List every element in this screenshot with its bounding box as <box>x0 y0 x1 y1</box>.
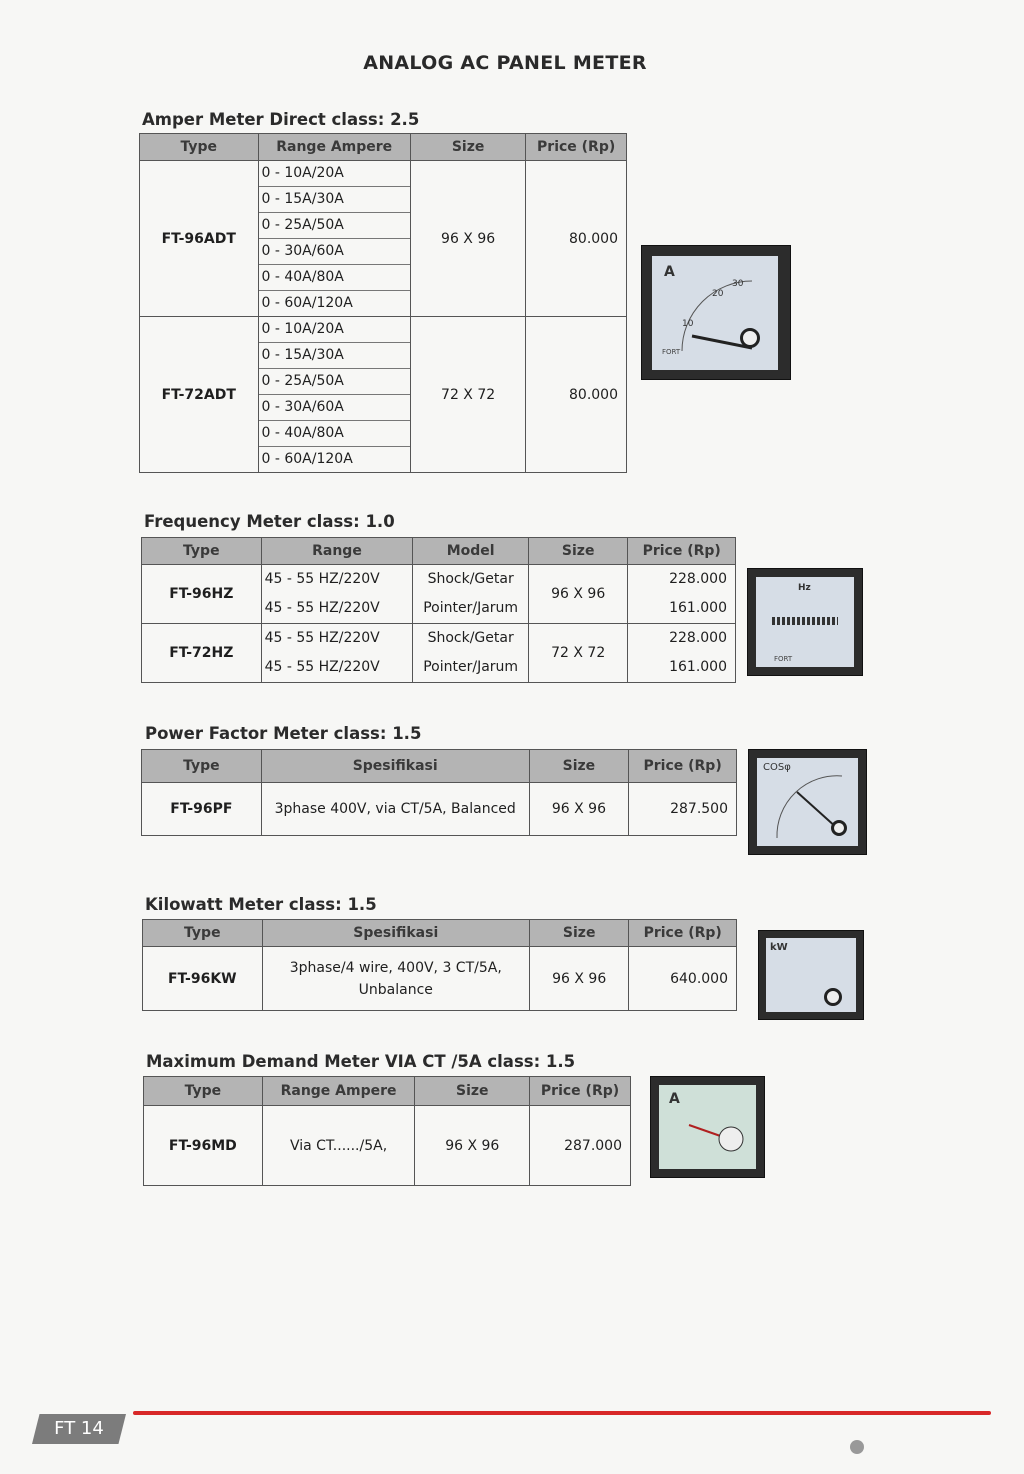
col-size: Size <box>410 134 525 161</box>
col-type: Type <box>140 134 259 161</box>
powerfactor-heading: Power Factor Meter class: 1.5 <box>145 724 422 743</box>
range-item: 0 - 60A/120A <box>261 451 353 467</box>
brand-label: FORT <box>774 655 793 663</box>
range-item: 45 - 55 HZ/220V <box>264 630 380 646</box>
meter-unit-label: Hz <box>798 583 811 593</box>
powerfactor-table <box>141 749 737 836</box>
range-item: 0 - 25A/50A <box>259 213 410 239</box>
col-size: Size <box>415 1077 530 1106</box>
col-size: Size <box>529 750 629 783</box>
amper-meter-image <box>641 245 791 380</box>
knob-icon <box>740 328 760 348</box>
range-list <box>258 161 410 317</box>
price-item: 228.000 <box>669 630 727 646</box>
range-item: 0 - 10A/20A <box>259 317 410 343</box>
table-row <box>140 317 627 473</box>
frequency-heading: Frequency Meter class: 1.0 <box>144 512 395 531</box>
size-cell: 72 X 72 <box>410 317 525 473</box>
range-item: 0 - 25A/50A <box>259 369 410 395</box>
model-item: Shock/Getar <box>427 630 514 646</box>
price-cell: 640.000 <box>629 947 737 1011</box>
col-spec: Spesifikasi <box>261 750 529 783</box>
col-model: Model <box>413 538 529 565</box>
range-item: 0 - 15A/30A <box>259 187 410 213</box>
meter-face <box>652 256 778 370</box>
model-item: Pointer/Jarum <box>423 659 519 675</box>
frequency-table <box>141 537 736 683</box>
meter-unit-label: COSφ <box>763 762 791 773</box>
spec-line: Unbalance <box>358 981 433 998</box>
kilowatt-table <box>142 919 737 1011</box>
kilowatt-meter-image <box>758 930 864 1020</box>
price-cell: 287.000 <box>530 1106 631 1186</box>
col-price: Price (Rp) <box>629 750 737 783</box>
svg-text:30: 30 <box>732 279 744 289</box>
footer-rule <box>133 1411 991 1415</box>
price-item: 228.000 <box>669 571 727 587</box>
amper-table <box>139 133 627 473</box>
type-cell: FT-96ADT <box>140 161 259 317</box>
model-cell <box>413 624 529 683</box>
range-item: 0 - 40A/80A <box>259 421 410 447</box>
table-row <box>143 947 737 1011</box>
col-size: Size <box>529 920 629 947</box>
table-row <box>142 783 737 836</box>
spec-cell: 3phase 400V, via CT/5A, Balanced <box>261 783 529 836</box>
powerfactor-meter-image <box>748 749 867 855</box>
col-range: Range Ampere <box>262 1077 415 1106</box>
col-type: Type <box>144 1077 263 1106</box>
size-cell: 72 X 72 <box>528 624 628 683</box>
col-spec: Spesifikasi <box>262 920 529 947</box>
type-cell: FT-96MD <box>144 1106 263 1186</box>
range-item: 0 - 10A/20A <box>259 161 410 187</box>
amper-heading: Amper Meter Direct class: 2.5 <box>142 110 420 129</box>
col-type: Type <box>142 750 262 783</box>
brand-label: FORT <box>662 348 681 356</box>
range-cell: Via CT....../5A, <box>262 1106 415 1186</box>
size-cell: 96 X 96 <box>410 161 525 317</box>
range-item: 45 - 55 HZ/220V <box>264 659 380 675</box>
col-type: Type <box>142 538 262 565</box>
table-row <box>142 624 736 683</box>
range-item: 45 - 55 HZ/220V <box>264 571 380 587</box>
price-cell: 80.000 <box>526 161 627 317</box>
size-cell: 96 X 96 <box>415 1106 530 1186</box>
maxdemand-table <box>143 1076 631 1186</box>
table-row <box>142 565 736 624</box>
maxdemand-meter-image <box>650 1076 765 1178</box>
page-title: ANALOG AC PANEL METER <box>363 52 647 74</box>
meter-face <box>757 758 858 846</box>
page-number: FT 14 <box>54 1418 104 1439</box>
type-cell: FT-72ADT <box>140 317 259 473</box>
col-range: Range Ampere <box>258 134 410 161</box>
col-price: Price (Rp) <box>530 1077 631 1106</box>
range-item: 0 - 60A/120A <box>261 295 353 311</box>
table-row <box>140 161 627 317</box>
size-cell: 96 X 96 <box>529 783 629 836</box>
meter-face <box>766 938 856 1012</box>
price-cell <box>628 565 736 624</box>
spec-line: 3phase/4 wire, 400V, 3 CT/5A, <box>289 959 502 976</box>
size-cell: 96 X 96 <box>528 565 628 624</box>
price-cell <box>628 624 736 683</box>
range-item: 0 - 15A/30A <box>259 343 410 369</box>
meter-face <box>659 1085 756 1169</box>
col-price: Price (Rp) <box>628 538 736 565</box>
col-size: Size <box>528 538 628 565</box>
price-item: 161.000 <box>669 659 727 675</box>
price-cell: 287.500 <box>629 783 737 836</box>
knob-icon <box>831 820 847 836</box>
meter-unit-label: A <box>669 1091 680 1107</box>
knob-icon <box>824 988 842 1006</box>
col-price: Price (Rp) <box>526 134 627 161</box>
model-cell <box>413 565 529 624</box>
meter-face <box>756 577 854 667</box>
range-item: 0 - 30A/60A <box>259 395 410 421</box>
smudge-mark <box>850 1440 864 1454</box>
frequency-meter-image <box>747 568 863 676</box>
meter-unit-label: A <box>664 264 675 280</box>
spec-cell <box>262 947 529 1011</box>
type-cell: FT-96KW <box>143 947 263 1011</box>
range-item: 0 - 40A/80A <box>259 265 410 291</box>
meter-unit-label: kW <box>770 942 788 953</box>
reed-bar-icon <box>772 617 838 625</box>
maxdemand-heading: Maximum Demand Meter VIA CT /5A class: 1.5 <box>146 1052 576 1071</box>
model-item: Shock/Getar <box>427 571 514 587</box>
range-cell <box>261 565 413 624</box>
col-type: Type <box>143 920 263 947</box>
range-cell <box>261 624 413 683</box>
range-item: 45 - 55 HZ/220V <box>264 600 380 616</box>
type-cell: FT-72HZ <box>142 624 262 683</box>
size-cell: 96 X 96 <box>529 947 629 1011</box>
price-item: 161.000 <box>669 600 727 616</box>
range-list <box>258 317 410 473</box>
col-price: Price (Rp) <box>629 920 737 947</box>
table-row <box>144 1106 631 1186</box>
col-range: Range <box>261 538 413 565</box>
type-cell: FT-96HZ <box>142 565 262 624</box>
kilowatt-heading: Kilowatt Meter class: 1.5 <box>145 895 377 914</box>
model-item: Pointer/Jarum <box>423 600 519 616</box>
svg-text:10: 10 <box>682 319 694 329</box>
range-item: 0 - 30A/60A <box>259 239 410 265</box>
svg-text:20: 20 <box>712 289 724 299</box>
type-cell: FT-96PF <box>142 783 262 836</box>
price-cell: 80.000 <box>526 317 627 473</box>
